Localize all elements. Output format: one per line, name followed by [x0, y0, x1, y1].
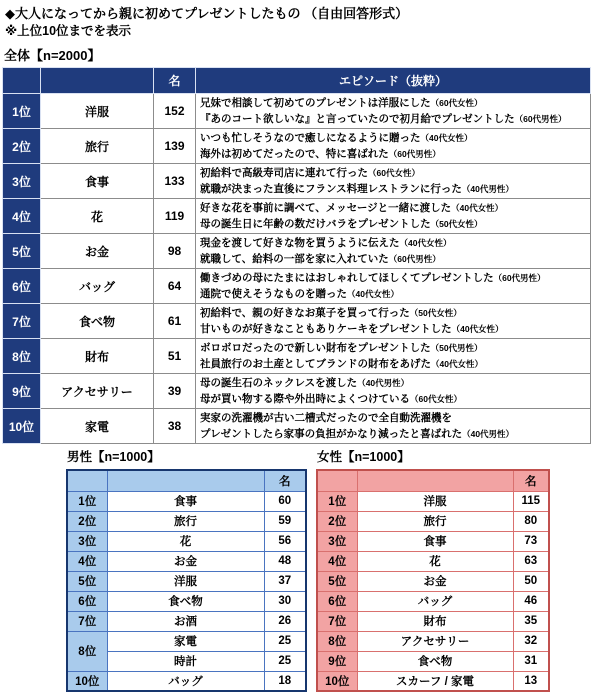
episode-text: 初給料で高級寿司店に連れて行った [200, 167, 368, 179]
episode-line [200, 235, 588, 251]
episode-cell [196, 339, 591, 374]
episode-line [200, 146, 588, 162]
item-cell: 時計 [107, 651, 264, 671]
count-cell: 51 [154, 339, 196, 374]
table-row [3, 374, 591, 409]
rank-cell: 7位 [317, 611, 357, 631]
episode-attribution: （40代女性） [451, 324, 504, 334]
item-cell: 旅行 [107, 511, 264, 531]
table-row [3, 304, 591, 339]
count-cell: 26 [264, 611, 306, 631]
episode-cell [196, 304, 591, 339]
female-header-row [317, 470, 549, 491]
episode-text: 海外は初めてだったので、特に喜ばれた [200, 148, 389, 160]
item-cell: 旅行 [41, 129, 154, 164]
episode-text: 母の誕生石のネックレスを渡した [200, 377, 358, 389]
count-cell: 59 [264, 511, 306, 531]
rank-cell: 10位 [67, 671, 107, 691]
item-cell: お金 [107, 551, 264, 571]
item-cell: バッグ [107, 671, 264, 691]
table-row [3, 339, 591, 374]
episode-attribution: （60代女性） [430, 98, 483, 108]
count-cell: 32 [513, 631, 549, 651]
table-row [67, 671, 306, 691]
page-title: ◆大人になってから親に初めてプレゼントしたもの （自由回答形式） [5, 6, 409, 21]
count-cell: 60 [264, 491, 306, 511]
rank-cell-merged: 8位 [67, 631, 107, 671]
episode-line [200, 321, 588, 337]
male-header-item-blank [107, 470, 264, 491]
item-cell: バッグ [41, 269, 154, 304]
table-row [3, 129, 591, 164]
table-row [317, 571, 549, 591]
count-cell: 48 [264, 551, 306, 571]
episode-attribution: （50代女性） [430, 219, 483, 229]
episode-line [200, 251, 588, 267]
overall-header-item-blank [41, 68, 154, 94]
episode-attribution: （50代女性） [409, 308, 462, 318]
episode-line [200, 165, 588, 181]
rank-cell: 5位 [317, 571, 357, 591]
item-cell: 食べ物 [357, 651, 513, 671]
overall-header-count: 名 [154, 68, 196, 94]
count-cell: 73 [513, 531, 549, 551]
episode-cell [196, 199, 591, 234]
item-cell: お金 [41, 234, 154, 269]
count-cell: 46 [513, 591, 549, 611]
count-cell: 115 [513, 491, 549, 511]
episode-cell [196, 129, 591, 164]
rank-cell: 5位 [67, 571, 107, 591]
male-table [66, 469, 307, 692]
count-cell: 133 [154, 164, 196, 199]
female-table [316, 469, 550, 692]
count-cell: 39 [154, 374, 196, 409]
table-row [67, 511, 306, 531]
male-section-label: 男性【n=1000】 [67, 450, 160, 464]
count-cell: 25 [264, 651, 306, 671]
table-row [317, 531, 549, 551]
count-cell: 13 [513, 671, 549, 691]
count-cell: 37 [264, 571, 306, 591]
rank-cell: 10位 [317, 671, 357, 691]
count-cell: 31 [513, 651, 549, 671]
episode-line [200, 111, 588, 127]
episode-attribution: （40代女性） [347, 289, 399, 299]
item-cell: 家電 [107, 631, 264, 651]
episode-text: いつも忙しそうなので癒しになるように贈った [200, 132, 421, 144]
item-cell: 旅行 [357, 511, 513, 531]
item-cell: お酒 [107, 611, 264, 631]
episode-text: プレゼントしたら家事の負担がかなり減ったと喜ばれた [200, 428, 463, 440]
count-cell: 139 [154, 129, 196, 164]
rank-cell: 4位 [317, 551, 357, 571]
episode-line [200, 410, 588, 426]
rank-cell: 10位 [3, 409, 41, 444]
item-cell: 食事 [41, 164, 154, 199]
table-row [67, 571, 306, 591]
table-row [3, 269, 591, 304]
episode-line [200, 200, 588, 216]
episode-cell [196, 234, 591, 269]
count-cell: 152 [154, 94, 196, 129]
episode-line [200, 356, 588, 372]
table-row [3, 199, 591, 234]
item-cell: アクセサリー [357, 631, 513, 651]
count-cell: 80 [513, 511, 549, 531]
rank-cell: 4位 [67, 551, 107, 571]
episode-cell [196, 164, 591, 199]
table-row [67, 551, 306, 571]
overall-table [2, 67, 591, 444]
episode-text: 甘いものが好きなこともありケーキをプレゼントした [200, 323, 452, 335]
count-cell: 64 [154, 269, 196, 304]
episode-attribution: （60代男性） [514, 114, 567, 124]
table-row [67, 531, 306, 551]
item-cell: 洋服 [41, 94, 154, 129]
rank-cell: 6位 [67, 591, 107, 611]
count-cell: 30 [264, 591, 306, 611]
table-row [3, 164, 591, 199]
overall-header-rank-blank [3, 68, 41, 94]
rank-cell: 3位 [67, 531, 107, 551]
item-cell: 財布 [41, 339, 154, 374]
rank-cell: 3位 [317, 531, 357, 551]
table-row [317, 631, 549, 651]
page-subtitle: ※上位10位までを表示 [5, 24, 132, 38]
episode-cell [196, 409, 591, 444]
table-row [3, 94, 591, 129]
count-cell: 38 [154, 409, 196, 444]
rank-cell: 6位 [317, 591, 357, 611]
table-row [67, 611, 306, 631]
count-cell: 61 [154, 304, 196, 339]
rank-cell: 7位 [67, 611, 107, 631]
episode-line [200, 305, 588, 321]
rank-cell: 1位 [67, 491, 107, 511]
rank-cell: 6位 [3, 269, 41, 304]
rank-cell: 2位 [67, 511, 107, 531]
overall-header-row [3, 68, 591, 94]
episode-text: 母の誕生日に年齢の数だけバラをプレゼントした [200, 218, 431, 230]
table-row [317, 591, 549, 611]
male-header-row [67, 470, 306, 491]
episode-attribution: （40代女性） [420, 133, 473, 143]
episode-text: 兄妹で相談して初めてのプレゼントは洋服にした [200, 97, 431, 109]
episode-line [200, 426, 588, 442]
episode-line [200, 375, 588, 391]
episode-text: 就職して、給料の一部を家に入れていた [200, 253, 389, 265]
episode-attribution: （60代女性） [368, 168, 420, 178]
table-row [317, 651, 549, 671]
table-row [67, 591, 306, 611]
episode-text: 社員旅行のお土産としてブランドの財布をあげた [200, 358, 431, 370]
episode-line [200, 181, 588, 197]
table-row [317, 491, 549, 511]
female-header-rank-blank [317, 470, 357, 491]
count-cell: 50 [513, 571, 549, 591]
item-cell: お金 [357, 571, 513, 591]
male-header-rank-blank [67, 470, 107, 491]
female-header-count: 名 [513, 470, 549, 491]
episode-text: 初給料で、親の好きなお菓子を買って行った [200, 307, 410, 319]
rank-cell: 3位 [3, 164, 41, 199]
item-cell: 花 [357, 551, 513, 571]
episode-attribution: （40代女性） [431, 359, 483, 369]
episode-line [200, 95, 588, 111]
item-cell: バッグ [357, 591, 513, 611]
rank-cell: 1位 [317, 491, 357, 511]
episode-text: 就職が決まった直後にフランス料理レストランに行った [200, 183, 462, 195]
table-row [3, 409, 591, 444]
episode-text: 実家の洗濯機が古い二槽式だったので全自動洗濯機を [200, 412, 452, 424]
episode-line [200, 391, 588, 407]
item-cell: 食事 [107, 491, 264, 511]
episode-text: 通院で使えそうなものを贈った [200, 288, 347, 300]
count-cell: 25 [264, 631, 306, 651]
female-section-label: 女性【n=1000】 [317, 450, 410, 464]
episode-line [200, 216, 588, 232]
item-cell: 花 [107, 531, 264, 551]
overall-section-label: 全体【n=2000】 [4, 48, 101, 63]
rank-cell: 8位 [3, 339, 41, 374]
count-cell: 56 [264, 531, 306, 551]
table-row [67, 631, 306, 651]
episode-attribution: （60代男性） [388, 254, 441, 264]
table-row [317, 511, 549, 531]
episode-text: 好きな花を事前に調べて、メッセージと一緒に渡した [200, 202, 452, 214]
episode-attribution: （50代男性） [430, 343, 483, 353]
episode-line [200, 286, 588, 302]
episode-attribution: （60代男性） [493, 273, 546, 283]
episode-attribution: （40代男性） [357, 378, 410, 388]
episode-text: 現金を渡して好きな物を買うように伝えた [200, 237, 400, 249]
rank-cell: 9位 [317, 651, 357, 671]
count-cell: 119 [154, 199, 196, 234]
item-cell: スカーフ / 家電 [357, 671, 513, 691]
item-cell: アクセサリー [41, 374, 154, 409]
table-row [317, 671, 549, 691]
item-cell: 家電 [41, 409, 154, 444]
item-cell: 食事 [357, 531, 513, 551]
table-row [317, 611, 549, 631]
rank-cell: 5位 [3, 234, 41, 269]
episode-attribution: （60代男性） [388, 149, 441, 159]
episode-cell [196, 374, 591, 409]
episode-attribution: （40代女性） [451, 203, 504, 213]
item-cell: 花 [41, 199, 154, 234]
episode-line [200, 130, 588, 146]
male-header-count: 名 [264, 470, 306, 491]
rank-cell: 9位 [3, 374, 41, 409]
episode-line [200, 270, 588, 286]
table-row [317, 551, 549, 571]
rank-cell: 7位 [3, 304, 41, 339]
count-cell: 35 [513, 611, 549, 631]
episode-text: 『あのコート欲しいな』と言っていたので初月給でプレゼントした [200, 113, 515, 125]
count-cell: 63 [513, 551, 549, 571]
table-row [3, 234, 591, 269]
episode-attribution: （60代女性） [410, 394, 462, 404]
item-cell: 洋服 [357, 491, 513, 511]
episode-attribution: （40代女性） [399, 238, 452, 248]
episode-text: ボロボロだったので新しい財布をプレゼントした [200, 342, 431, 354]
item-cell: 食べ物 [107, 591, 264, 611]
overall-header-episode: エピソード（抜粋） [196, 68, 591, 94]
count-cell: 98 [154, 234, 196, 269]
item-cell: 財布 [357, 611, 513, 631]
item-cell: 洋服 [107, 571, 264, 591]
rank-cell: 8位 [317, 631, 357, 651]
episode-cell [196, 94, 591, 129]
rank-cell: 1位 [3, 94, 41, 129]
episode-cell [196, 269, 591, 304]
rank-cell: 4位 [3, 199, 41, 234]
episode-attribution: （40代男性） [461, 184, 514, 194]
table-row [67, 491, 306, 511]
rank-cell: 2位 [317, 511, 357, 531]
episode-text: 母が買い物する際や外出時によくつけている [200, 393, 410, 405]
female-header-item-blank [357, 470, 513, 491]
episode-line [200, 340, 588, 356]
rank-cell: 2位 [3, 129, 41, 164]
count-cell: 18 [264, 671, 306, 691]
episode-attribution: （40代男性） [462, 429, 515, 439]
item-cell: 食べ物 [41, 304, 154, 339]
episode-text: 働きづめの母にたまにはおしゃれしてほしくてプレゼントした [200, 272, 494, 284]
